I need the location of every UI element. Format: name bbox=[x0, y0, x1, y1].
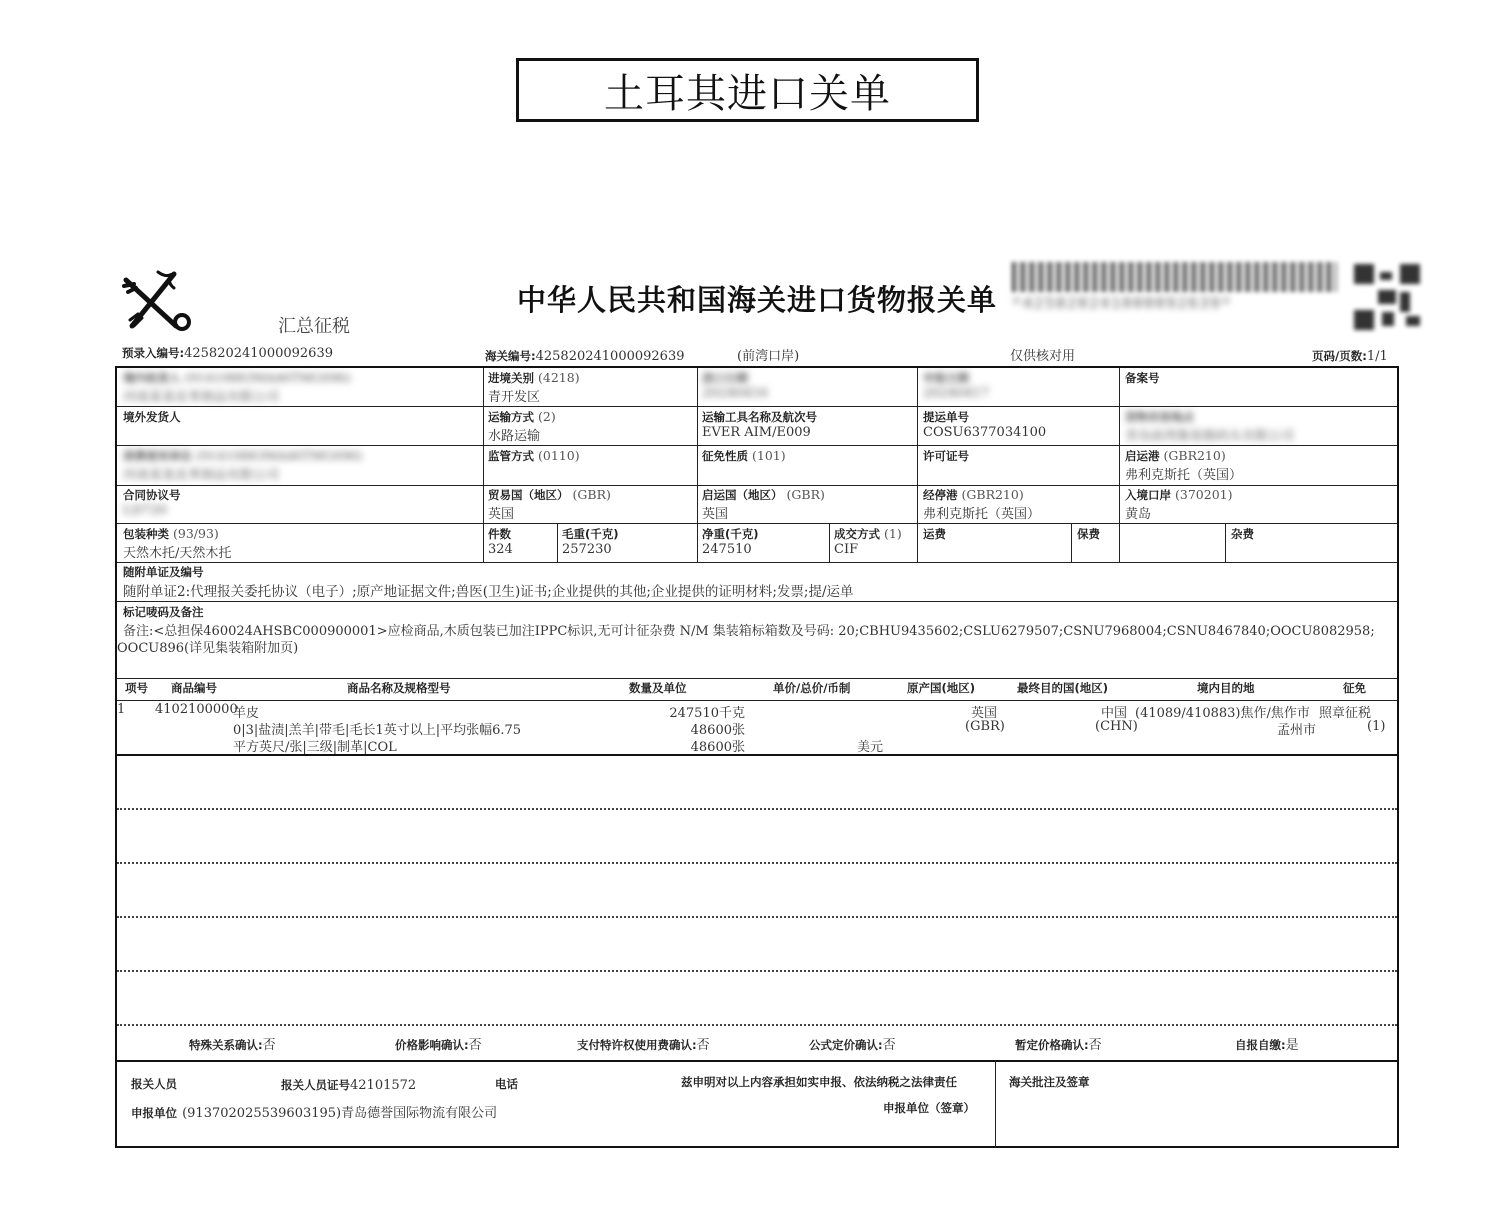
goods-dest-country-code: (CHN) bbox=[1095, 719, 1138, 734]
confirm-price-influence: 价格影响确认:否 bbox=[395, 1038, 482, 1053]
barcode-text: *425820241000092639* bbox=[1012, 294, 1233, 312]
goods-dest-country: 中国 bbox=[1101, 706, 1128, 721]
col-header-name: 商品名称及规格型号 bbox=[347, 681, 451, 695]
verify-note: 仅供核对用 bbox=[1010, 349, 1076, 364]
consignee-cell: 境内收货人 (91410883MA46TMG096) 河南某某皮革制品有限公司 bbox=[123, 370, 351, 405]
form-subtitle: 汇总征税 bbox=[278, 316, 350, 337]
misc-fee-cell: 杂费 bbox=[1231, 527, 1254, 541]
entry-office-cell: 进境关别 (4218) 青开发区 bbox=[488, 370, 580, 405]
goods-name: 羊皮 bbox=[233, 706, 260, 721]
phone-label: 电话 bbox=[495, 1077, 518, 1091]
storage-location-cell: 货物存放地点 青岛前湾集装箱码头有限公司 bbox=[1125, 410, 1295, 444]
insurance-cell: 保费 bbox=[1077, 527, 1100, 541]
declare-date-cell: 申报日期 20240417 bbox=[923, 371, 990, 401]
net-weight-cell: 净重(千克) 247510 bbox=[702, 527, 759, 557]
supervision-mode-cell: 监管方式 (0110) bbox=[488, 448, 580, 463]
goods-qty-declared: 48600张 bbox=[690, 740, 745, 755]
goods-hs-code: 4102100000 bbox=[155, 702, 238, 717]
levy-nature-cell: 征免性质 (101) bbox=[702, 448, 786, 463]
barcode-image bbox=[1012, 262, 1337, 292]
col-header-price: 单价/总价/币制 bbox=[773, 681, 851, 695]
goods-origin: 英国 bbox=[971, 706, 998, 721]
col-header-quantity: 数量及单位 bbox=[629, 681, 687, 695]
contract-number-cell: 合同协议号 LD720 bbox=[123, 488, 181, 518]
record-number-cell: 备案号 bbox=[1125, 371, 1160, 385]
customs-emblem-icon bbox=[118, 264, 198, 336]
gross-weight-cell: 毛重(千克) 257230 bbox=[562, 527, 619, 557]
port-name: (前湾口岸) bbox=[737, 349, 800, 364]
departure-port-cell: 启运港 (GBR210) 弗利克斯托（英国） bbox=[1125, 448, 1243, 483]
import-date-cell: 进口日期 20240416 bbox=[702, 371, 769, 401]
declaring-unit: 申报单位 (913702025539603195)青岛德誉国际物流有限公司 bbox=[131, 1106, 498, 1121]
declarant-label: 报关人员 bbox=[131, 1077, 177, 1091]
declaration-statement: 兹申明对以上内容承担如实申报、依法纳税之法律责任 bbox=[681, 1075, 957, 1089]
transport-mode-cell: 运输方式 (2) 水路运输 bbox=[488, 409, 556, 444]
attached-documents-cell: 随附单证及编号 随附单证2:代理报关委托协议（电子）;原产地证据文件;兽医(卫生)证书;企业提供的其他;企业提供的证明材料;发票;提/运单 bbox=[123, 565, 854, 600]
confirm-royalty: 支付特许权使用费确认:否 bbox=[577, 1038, 710, 1053]
pre-record-number: 预录入编号:425820241000092639 bbox=[122, 346, 333, 361]
page-number: 页码/页数:1/1 bbox=[1312, 349, 1388, 364]
declaration-form bbox=[115, 366, 1399, 1148]
license-number-cell: 许可证号 bbox=[923, 449, 969, 463]
goods-row bbox=[117, 702, 1397, 754]
confirm-special-relation: 特殊关系确认:否 bbox=[189, 1038, 276, 1053]
origin-country-cell: 启运国（地区） (GBR) 英国 bbox=[702, 487, 825, 522]
col-header-domestic-dest: 境内目的地 bbox=[1197, 681, 1255, 695]
goods-spec-line2: 平方英尺/张|三级|制革|COL bbox=[233, 740, 397, 755]
col-header-origin: 原产国(地区) bbox=[907, 681, 976, 695]
entry-port-cell: 入境口岸 (370201) 黄岛 bbox=[1125, 487, 1233, 522]
goods-domestic-dest: (41089/410883)焦作/焦作市 bbox=[1135, 706, 1310, 721]
page-title: 土耳其进口关单 bbox=[516, 58, 979, 122]
confirm-self-declare: 自报自缴:是 bbox=[1235, 1038, 1299, 1053]
trade-country-cell: 贸易国（地区） (GBR) 英国 bbox=[488, 487, 611, 522]
overseas-shipper-cell: 境外发货人 bbox=[123, 410, 181, 424]
bill-of-lading-cell: 提运单号 COSU6377034100 bbox=[923, 410, 1047, 440]
transit-port-cell: 经停港 (GBR210) 弗利克斯托（英国） bbox=[923, 487, 1041, 522]
qr-code-icon bbox=[1354, 264, 1420, 330]
pieces-cell: 件数 324 bbox=[488, 527, 513, 557]
marks-remarks-cell: 标记唛码及备注 备注:<总担保460024AHSBC000900001>应检商品,木质包装已加注IPPC标识,无可计征杂费 N/M 集装箱标箱数及号码: 20;CBHU9435602;CSLU6279507;CSNU7968004;CSNU8467840;OOCU8082958; bbox=[123, 605, 1375, 639]
form-title: 中华人民共和国海关进口货物报关单 bbox=[517, 283, 998, 317]
goods-qty-legal: 247510千克 bbox=[669, 706, 745, 721]
goods-levy: 照章征税 bbox=[1319, 706, 1372, 721]
vessel-voyage-cell: 运输工具名称及航次号 EVER AIM/E009 bbox=[702, 410, 817, 440]
goods-origin-code: (GBR) bbox=[965, 719, 1005, 734]
marks-remarks-line2: OOCU896(详见集装箱附加页) bbox=[117, 641, 299, 656]
package-type-cell: 包装种类 (93/93) 天然木托/天然木托 bbox=[123, 526, 232, 561]
confirm-provisional-price: 暂定价格确认:否 bbox=[1015, 1038, 1102, 1053]
col-header-item: 项号 bbox=[125, 681, 148, 695]
goods-qty-second: 48600张 bbox=[690, 723, 745, 738]
col-header-dest-country: 最终目的国(地区) bbox=[1017, 681, 1109, 695]
trade-terms-cell: 成交方式 (1) CIF bbox=[834, 526, 902, 557]
goods-levy-code: (1) bbox=[1367, 719, 1386, 734]
goods-currency: 美元 bbox=[857, 740, 884, 755]
col-header-hs-code: 商品编号 bbox=[171, 681, 217, 695]
declarant-cert: 报关人员证号42101572 bbox=[281, 1078, 417, 1093]
goods-item-number: 1 bbox=[117, 702, 126, 717]
col-header-levy: 征免 bbox=[1343, 681, 1366, 695]
customs-number: 海关编号:425820241000092639 bbox=[485, 349, 685, 364]
declaring-unit-seal: 申报单位（签章） bbox=[883, 1101, 975, 1115]
goods-domestic-dest-county: 孟州市 bbox=[1277, 723, 1317, 738]
freight-cell: 运费 bbox=[923, 527, 946, 541]
customs-sign-label: 海关批注及签章 bbox=[1009, 1075, 1090, 1089]
confirm-formula-price: 公式定价确认:否 bbox=[809, 1038, 896, 1053]
goods-spec-line1: 0|3|盐渍|羔羊|带毛|毛长1英寸以上|平均张幅6.75 bbox=[233, 723, 522, 738]
consumer-unit-cell: 消费使用单位 (91410883MA46TMG096) 河南某某皮革制品有限公司 bbox=[123, 448, 363, 483]
